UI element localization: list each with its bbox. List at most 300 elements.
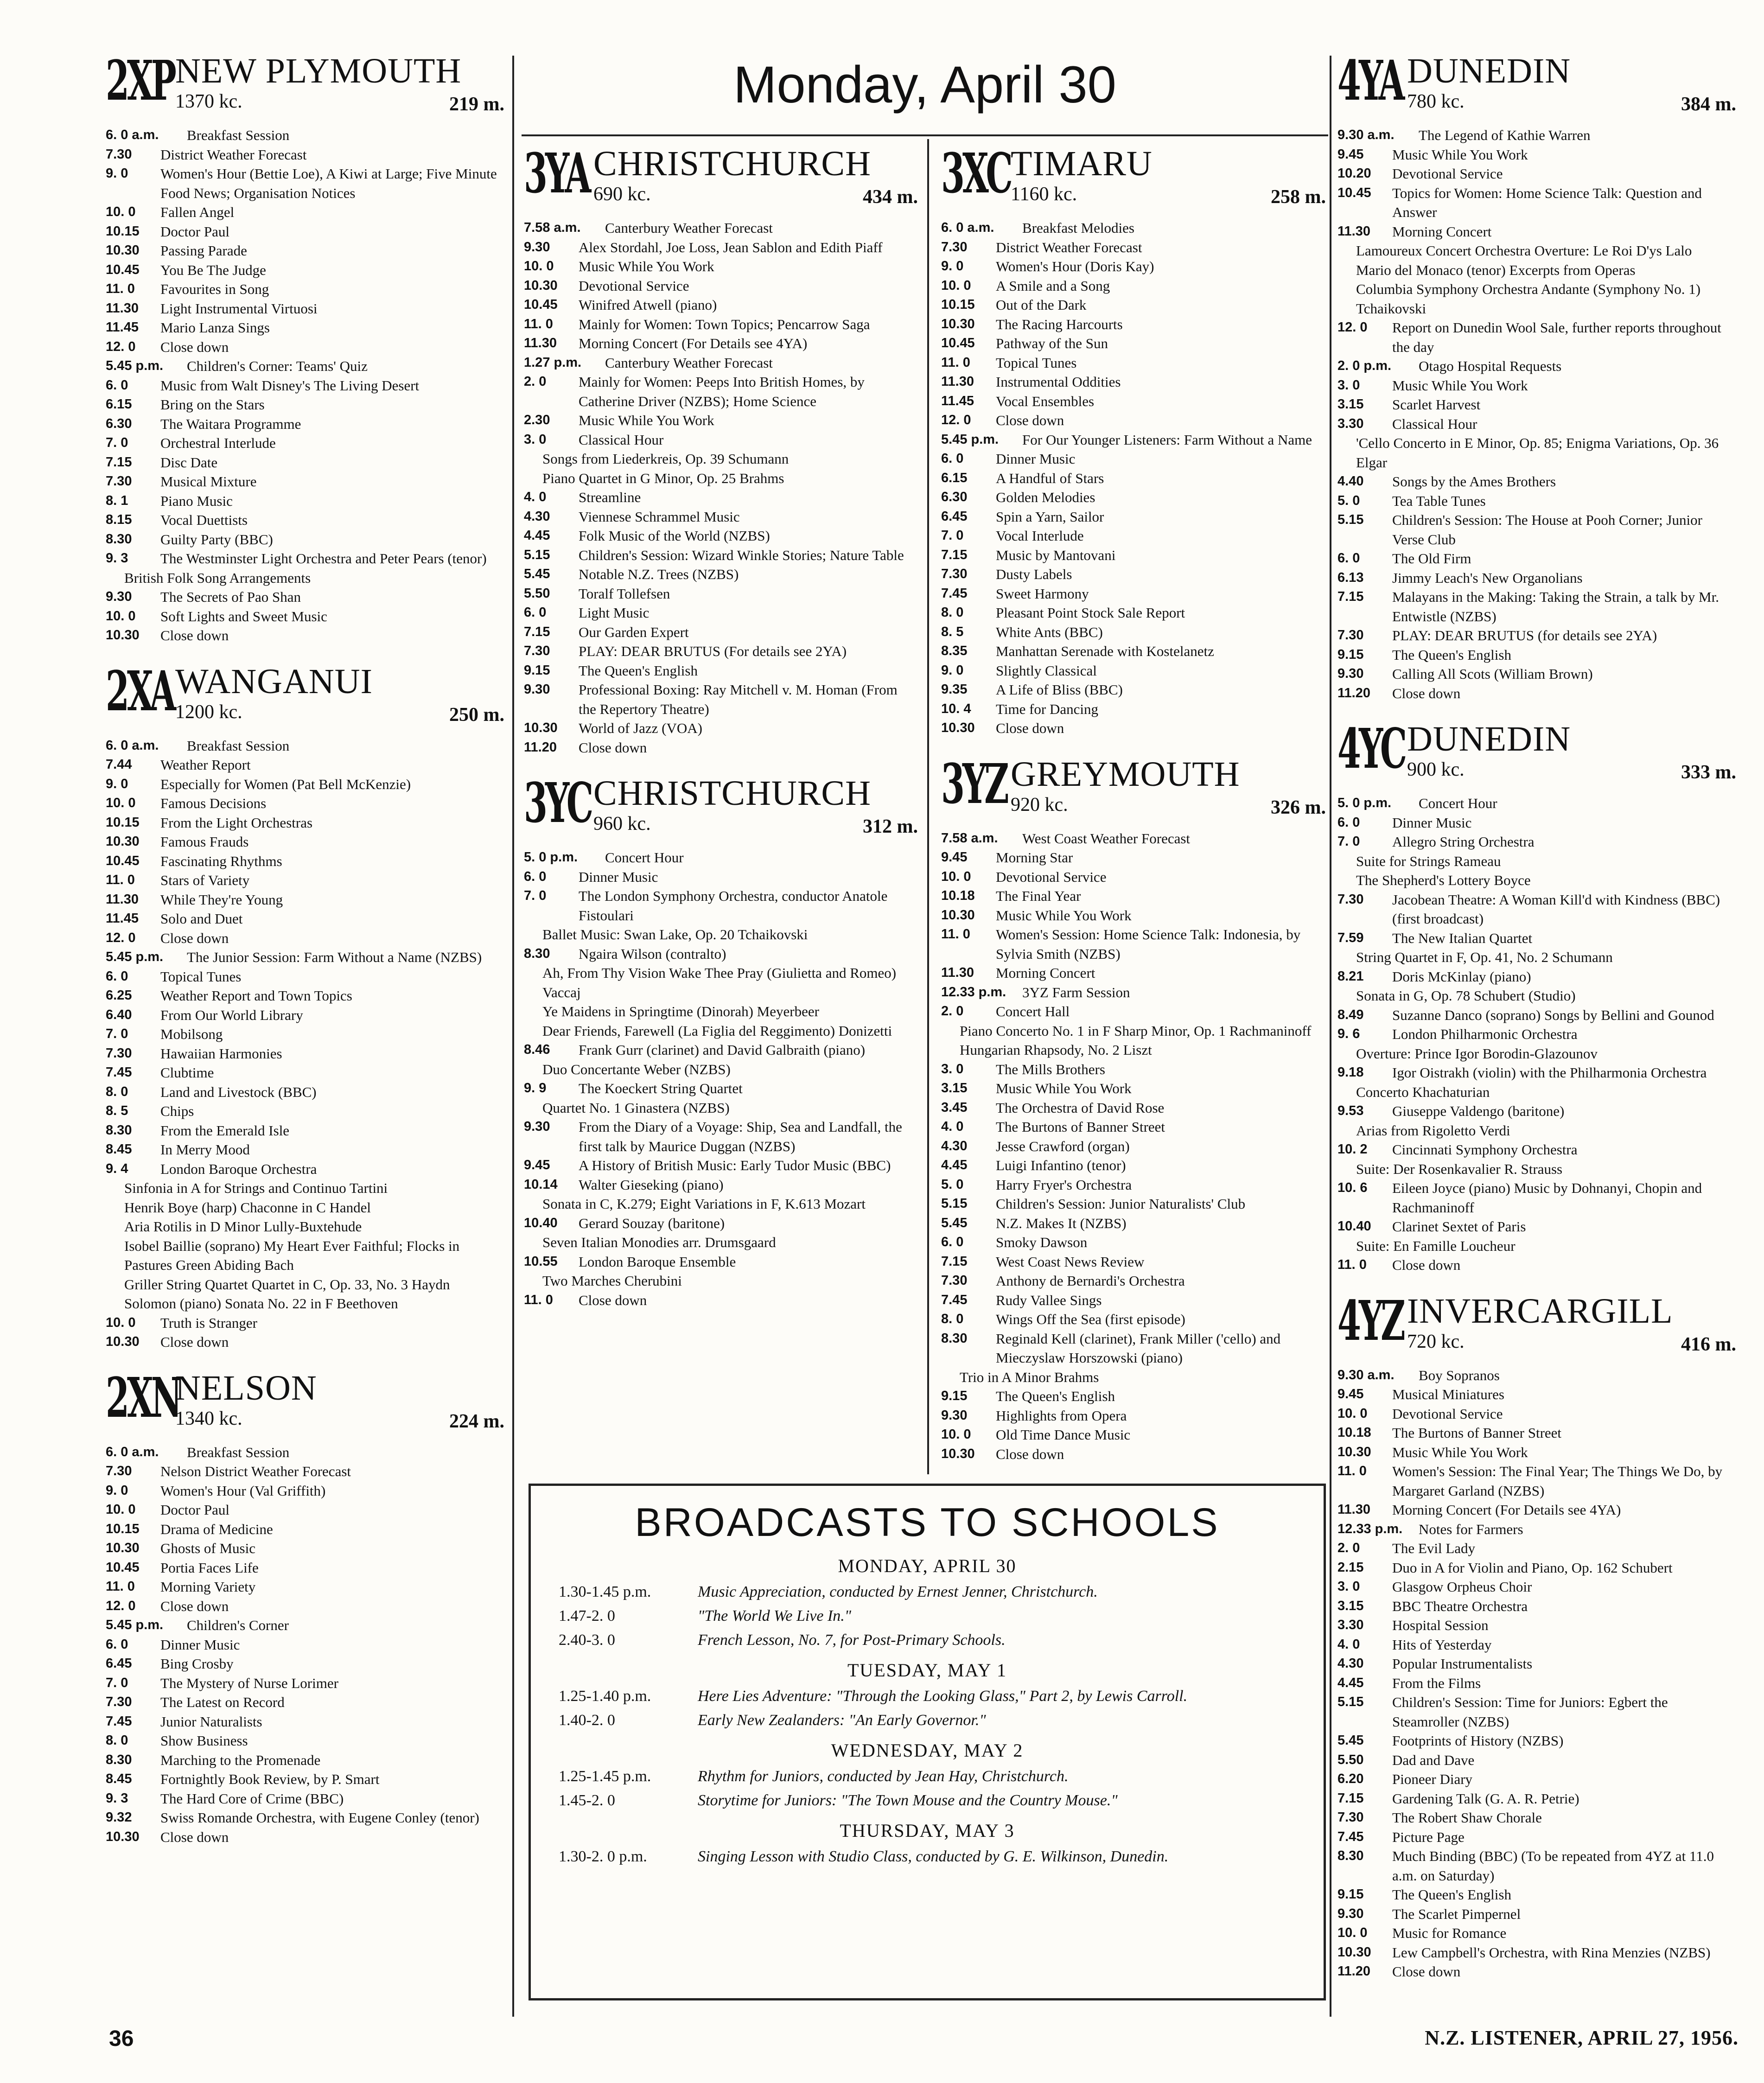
programme-title: Famous Frauds [160, 834, 249, 850]
programme-title: Sonata in C, K.279; Eight Variations in F, K.613 Mozart [542, 1196, 866, 1212]
programme-time: 10.45 [941, 336, 975, 350]
programme-item [1337, 1217, 1736, 1236]
programme-title: From Our World Library [160, 1006, 303, 1023]
programme-time: 5.50 [524, 586, 550, 601]
programme-item [524, 738, 918, 758]
programme-title: Lew Campbell's Orchestra, with Rina Menzies (NZBS) [1392, 1944, 1711, 1961]
programme-item [1337, 1443, 1736, 1462]
programme-item [106, 299, 504, 319]
programme-title: Bing Crosby [160, 1656, 234, 1672]
programme-time: 5.45 p.m. [106, 1618, 164, 1632]
programme-title: Close down [579, 1292, 647, 1308]
programme-time: 9.45 [524, 1158, 550, 1172]
programme-item [524, 353, 918, 373]
programme-item [524, 1040, 918, 1060]
programme-item [941, 1271, 1326, 1291]
station-callsign: 2XP [106, 48, 174, 113]
programme-time: 2. 0 [941, 1004, 964, 1019]
programme-time: 8.35 [941, 643, 968, 658]
programme-title: Winifred Atwell (piano) [579, 297, 717, 313]
programme-title: Piano Concerto No. 1 in F Sharp Minor, Op. 1 Rachmaninoff [960, 1022, 1312, 1039]
programme-time: 8.45 [106, 1771, 132, 1786]
programme-title: The Secrets of Pao Shan [160, 589, 301, 605]
programme-title: Folk Music of the World (NZBS) [579, 528, 770, 544]
programme-time: 4.45 [1337, 1675, 1364, 1690]
programme-time: 8. 5 [941, 624, 964, 639]
schools-time: 1.25-1.40 p.m. [559, 1688, 651, 1705]
programme-title: Music While You Work [1392, 377, 1528, 394]
programme-item [524, 1079, 918, 1098]
programme-title: From the Emerald Isle [160, 1122, 290, 1139]
programme-title: Dinner Music [160, 1636, 240, 1653]
schools-item [559, 1581, 1296, 1603]
station-frequency: 690 kc. [593, 184, 651, 205]
programme-title: The Mills Brothers [996, 1061, 1105, 1077]
programme-item [106, 832, 504, 852]
programme-item [941, 1387, 1326, 1406]
programme-title: The Mystery of Nurse Lorimer [160, 1675, 338, 1691]
programme-title: Topical Tunes [996, 354, 1077, 371]
station-wavelength: 219 m. [449, 94, 504, 115]
schools-item [559, 1766, 1296, 1787]
programme-title: Jimmy Leach's New Organolians [1392, 569, 1583, 586]
programme-item [941, 1021, 1326, 1041]
programme-item [106, 775, 504, 794]
programme-time: 10.30 [524, 278, 558, 293]
programme-time: 8. 5 [106, 1103, 128, 1118]
programme-item [106, 1597, 504, 1616]
schools-item [559, 1630, 1296, 1651]
programme-item [1337, 587, 1736, 626]
column-rule-3 [1330, 56, 1331, 2017]
programme-item [1337, 986, 1736, 1006]
programme-item [524, 719, 918, 738]
programme-item [106, 549, 504, 568]
programme-title: Stars of Variety [160, 872, 250, 888]
schools-description: Rhythm for Juniors, conducted by Jean Hay, Christchurch. [698, 1768, 1069, 1785]
programme-item [106, 1558, 504, 1578]
programme-time: 11.45 [941, 393, 974, 408]
programme-item [106, 1770, 504, 1789]
programme-item [106, 433, 504, 453]
programme-title: Close down [996, 720, 1064, 736]
programme-item [524, 1156, 918, 1175]
programme-item [941, 983, 1326, 1002]
programme-title: Manhattan Serenade with Kostelanetz [996, 643, 1214, 659]
programme-title: The Hard Core of Crime (BBC) [160, 1790, 344, 1807]
programme-item [524, 1021, 918, 1041]
programme-time: 7. 0 [1337, 834, 1360, 849]
programme-item [106, 1577, 504, 1597]
programme-time: 5.45 [941, 1215, 968, 1230]
programme-title: Swiss Romande Orchestra, with Eugene Conley (tenor) [160, 1809, 479, 1826]
programme-time: 5.50 [1337, 1752, 1364, 1767]
programme-title: Marching to the Promenade [160, 1752, 321, 1768]
programme-time: 6. 0 [524, 605, 547, 620]
programme-title: Report on Dunedin Wool Sale, further reports throughout the day [1392, 319, 1721, 355]
station-callsign: 3XC [941, 141, 1011, 205]
programme-item [1337, 626, 1736, 645]
programme-title: Jesse Crawford (organ) [996, 1138, 1130, 1154]
programme-title: Topics for Women: Home Science Talk: Question and Answer [1392, 185, 1702, 220]
programme-item [941, 430, 1326, 450]
programme-item [941, 623, 1326, 642]
programme-time: 9.30 a.m. [1337, 127, 1395, 142]
programme-item [106, 929, 504, 948]
programme-item [1337, 414, 1736, 434]
programme-title: String Quartet in F, Op. 41, No. 2 Schumann [1356, 949, 1613, 965]
programme-title: Ghosts of Music [160, 1540, 255, 1556]
column-left [106, 48, 504, 1847]
schools-time: 1.30-1.45 p.m. [559, 1583, 651, 1600]
programme-item [524, 867, 918, 887]
programme-title: Time for Dancing [996, 701, 1098, 717]
programme-time: 7. 0 [106, 1675, 128, 1690]
programme-time: 10.40 [1337, 1219, 1371, 1234]
programme-item [106, 871, 504, 890]
programme-title: Concert Hall [996, 1003, 1070, 1019]
station-frequency: 920 kc. [1011, 794, 1068, 815]
programme-item [1337, 948, 1736, 967]
station-wavelength: 250 m. [449, 704, 504, 726]
programme-item [1337, 852, 1736, 871]
schools-day-heading: WEDNESDAY, MAY 2 [831, 1740, 1024, 1761]
station-header [1337, 1288, 1736, 1363]
programme-item [1337, 1236, 1736, 1256]
programme-time: 7.59 [1337, 930, 1364, 945]
programme-item [106, 164, 504, 203]
programme-item [106, 1275, 504, 1294]
programme-time: 7.30 [106, 1694, 132, 1709]
programme-item [106, 126, 504, 145]
programme-time: 9.15 [941, 1389, 968, 1403]
programme-time: 4.30 [524, 509, 550, 524]
programme-item [1337, 1789, 1736, 1809]
station-header [106, 658, 504, 733]
programme-title: Mario del Monaco (tenor) Excerpts from Operas [1356, 261, 1636, 278]
programme-item [1337, 1006, 1736, 1025]
programme-time: 7.30 [106, 1464, 132, 1478]
programme-title: Light Instrumental Virtuosi [160, 300, 318, 317]
programme-item [1337, 1635, 1736, 1655]
programme-title: Arias from Rigoletto Verdi [1356, 1122, 1510, 1139]
programme-time: 8.49 [1337, 1007, 1364, 1022]
programme-title: N.Z. Makes It (NZBS) [996, 1215, 1127, 1231]
programme-item [941, 1291, 1326, 1310]
programme-title: Allegro String Orchestra [1392, 834, 1535, 850]
station-2xa [106, 658, 504, 1352]
programme-title: Doris McKinlay (piano) [1392, 968, 1531, 985]
programme-item [1337, 1885, 1736, 1905]
programme-title: Overture: Prince Igor Borodin-Glazounov [1356, 1045, 1598, 1062]
programme-item [106, 414, 504, 434]
programme-title: Ye Maidens in Springtime (Dinorah) Meyerbeer [542, 1003, 819, 1019]
programme-time: 8.21 [1337, 968, 1364, 984]
programme-time: 6. 0 a.m. [106, 1444, 159, 1459]
programme-title: Instrumental Oddities [996, 374, 1121, 390]
programme-time: 7. 0 [106, 435, 128, 450]
programme-item [524, 886, 918, 925]
programme-title: Dusty Labels [996, 566, 1072, 582]
programme-item [1337, 472, 1736, 491]
programme-time: 7. 0 [941, 528, 964, 543]
programme-item [524, 295, 918, 315]
programme-item [1337, 1751, 1736, 1770]
programme-item [941, 1098, 1326, 1118]
programme-time: 4. 0 [524, 490, 547, 504]
programme-time: 11.30 [106, 300, 139, 316]
programme-item [106, 222, 504, 242]
programme-title: Tea Table Tunes [1392, 492, 1486, 509]
programme-time: 6.15 [106, 397, 132, 412]
programme-title: Music While You Work [996, 907, 1132, 924]
programme-item [524, 623, 918, 642]
programme-title: Morning Concert (For Details see 4YA) [579, 335, 808, 351]
programme-time: 2.15 [1337, 1560, 1364, 1575]
programme-title: Hospital Session [1392, 1617, 1489, 1633]
programme-title: Drama of Medicine [160, 1521, 273, 1537]
schools-time: 1.25-1.45 p.m. [559, 1768, 651, 1785]
programme-item [1337, 1121, 1736, 1140]
station-header [524, 771, 918, 845]
programme-item [941, 1329, 1326, 1368]
programme-time: 7.30 [524, 643, 550, 658]
programme-item [524, 218, 918, 238]
programme-time: 10. 0 [941, 278, 971, 293]
programme-item [941, 1425, 1326, 1445]
programme-time: 7.44 [106, 757, 132, 772]
schools-time: 1.45-2. 0 [559, 1792, 615, 1809]
programme-title: Much Binding (BBC) (To be repeated from 4YZ at 11.0 a.m. on Saturday) [1392, 1848, 1714, 1884]
programme-item [106, 967, 504, 987]
programme-title: Picture Page [1392, 1828, 1465, 1845]
programme-item [106, 1236, 504, 1275]
programme-item [1337, 549, 1736, 568]
programme-title: A Handful of Stars [996, 470, 1104, 486]
programme-item [941, 848, 1326, 867]
programme-title: London Baroque Orchestra [160, 1160, 317, 1177]
programme-title: The Burtons of Banner Street [1392, 1425, 1562, 1441]
station-frequency: 1160 kc. [1011, 184, 1077, 205]
programme-time: 3.30 [1337, 1618, 1364, 1632]
programme-item [941, 295, 1326, 315]
programme-title: A History of British Music: Early Tudor Music (BBC) [579, 1157, 891, 1173]
programme-time: 10. 0 [941, 869, 971, 884]
programme-time: 10.55 [524, 1254, 558, 1269]
programme-time: 11.30 [941, 965, 974, 980]
programme-time: 8.15 [106, 512, 132, 527]
programme-time: 6.30 [941, 490, 968, 504]
programme-title: Show Business [160, 1733, 248, 1749]
programme-title: Chips [160, 1103, 194, 1119]
programme-time: 11.30 [524, 336, 557, 350]
programme-title: Hawaiian Harmonies [160, 1045, 282, 1062]
station-frequency: 780 kc. [1407, 91, 1465, 112]
programme-title: Golden Melodies [996, 489, 1095, 505]
programme-title: Igor Oistrakh (violin) with the Philharmonia Orchestra [1392, 1064, 1707, 1081]
programme-time: 8.30 [106, 1122, 132, 1138]
programme-title: Children's Corner [187, 1617, 289, 1633]
programme-item [106, 376, 504, 395]
programme-title: Spin a Yarn, Sailor [996, 508, 1104, 525]
programme-time: 11. 0 [941, 927, 970, 942]
programme-item [1337, 1520, 1736, 1539]
programme-time: 9. 3 [106, 551, 128, 566]
programme-time: 12. 0 [941, 413, 971, 427]
station-city: INVERCARGILL [1407, 1291, 1673, 1331]
programme-item [1337, 871, 1736, 890]
programme-item [524, 238, 918, 257]
programme-time: 10.45 [524, 297, 558, 312]
programme-time: 7.30 [106, 147, 132, 162]
programme-item [941, 1079, 1326, 1098]
programme-time: 10.45 [106, 853, 140, 868]
programme-time: 3.15 [1337, 1598, 1364, 1613]
programme-item [106, 1751, 504, 1770]
programme-title: Reginald Kell (clarinet), Frank Miller ('cello) and Mieczyslaw Horszowski (piano) [996, 1330, 1281, 1366]
programme-item [1337, 1539, 1736, 1558]
programme-title: Suzanne Danco (soprano) Songs by Bellini and Gounod [1392, 1006, 1714, 1023]
programme-title: Lamoureux Concert Orchestra Overture: Le Roi D'ys Lalo [1356, 242, 1692, 259]
station-header [941, 751, 1326, 826]
programme-title: Morning Concert (For Details see 4YA) [1392, 1502, 1621, 1518]
station-city: GREYMOUTH [1011, 754, 1240, 794]
programme-time: 5. 0 [941, 1177, 964, 1192]
programme-title: Topical Tunes [160, 968, 242, 985]
programme-time: 8. 0 [106, 1733, 128, 1748]
programme-time: 9.30 [1337, 666, 1364, 681]
programme-title: Close down [1392, 1963, 1461, 1980]
programme-time: 10.30 [1337, 1444, 1371, 1459]
programme-title: Especially for Women (Pat Bell McKenzie) [160, 776, 411, 792]
programme-time: 7.30 [941, 567, 968, 581]
programme-item [1337, 1025, 1736, 1044]
programme-item [1337, 1255, 1736, 1275]
programme-time: 9. 4 [106, 1161, 128, 1176]
programme-time: 11.30 [941, 374, 974, 389]
programme-title: World of Jazz (VOA) [579, 720, 702, 736]
programme-list [1337, 1366, 1736, 1981]
programme-time: 5. 0 p.m. [524, 850, 578, 865]
programme-time: 7.45 [941, 586, 968, 601]
programme-title: Solomon (piano) Sonata No. 22 in F Beethoven [124, 1295, 398, 1312]
programme-time: 10. 2 [1337, 1142, 1368, 1157]
programme-time: 3. 0 [1337, 377, 1360, 393]
programme-title: Isobel Baillie (soprano) My Heart Ever Faithful; Flocks in Pastures Green Abiding Bach [124, 1237, 460, 1273]
programme-list [1337, 794, 1736, 1275]
programme-title: 3YZ Farm Session [1022, 984, 1130, 1000]
programme-time: 10. 0 [106, 204, 136, 219]
programme-title: Junior Naturalists [160, 1713, 262, 1730]
programme-title: Orchestral Interlude [160, 435, 276, 451]
station-header [524, 141, 918, 216]
programme-time: 6.15 [941, 470, 968, 485]
programme-item [1337, 1385, 1736, 1404]
programme-time: 11.30 [1337, 223, 1370, 239]
programme-title: Suite: En Famille Loucheur [1356, 1237, 1516, 1254]
programme-title: Glasgow Orpheus Choir [1392, 1579, 1532, 1595]
programme-title: Weather Report and Town Topics [160, 987, 352, 1004]
programme-title: Songs by the Ames Brothers [1392, 473, 1556, 490]
programme-item [1337, 1577, 1736, 1597]
programme-title: Guilty Party (BBC) [160, 531, 273, 548]
station-header [1337, 716, 1736, 791]
programme-item [1337, 1558, 1736, 1578]
programme-title: Pathway of the Sun [996, 335, 1108, 351]
programme-title: A Life of Bliss (BBC) [996, 682, 1123, 698]
programme-time: 10. 0 [941, 1427, 971, 1442]
programme-title: Children's Session: Time for Juniors: Egbert the Steamroller (NZBS) [1392, 1694, 1668, 1730]
programme-time: 5. 0 [1337, 493, 1360, 508]
programme-title: The Racing Harcourts [996, 316, 1123, 332]
station-wavelength: 434 m. [863, 186, 918, 208]
programme-title: Fortnightly Book Review, by P. Smart [160, 1771, 380, 1787]
programme-item [106, 1693, 504, 1712]
programme-item [106, 203, 504, 222]
programme-title: Weather Report [160, 757, 251, 773]
schools-time: 1.30-2. 0 p.m. [559, 1848, 647, 1865]
programme-item [1337, 510, 1736, 549]
programme-title: The Robert Shaw Chorale [1392, 1809, 1542, 1826]
programme-item [1337, 890, 1736, 929]
programme-time: 7.45 [106, 1065, 132, 1080]
programme-time: 9. 0 [941, 259, 964, 274]
programme-time: 10.30 [106, 834, 140, 849]
schools-title: BROADCASTS TO SCHOOLS [635, 1500, 1220, 1545]
programme-time: 10.15 [941, 297, 975, 312]
programme-time: 10. 0 [1337, 1925, 1368, 1940]
programme-title: Dad and Dave [1392, 1752, 1475, 1768]
programme-title: Passing Parade [160, 242, 247, 259]
programme-time: 6.45 [941, 509, 968, 524]
programme-item [1337, 184, 1736, 222]
programme-time: 7.45 [106, 1714, 132, 1729]
programme-item [941, 1214, 1326, 1233]
programme-item [106, 736, 504, 756]
programme-title: Alex Stordahl, Joe Loss, Jean Sablon and Edith Piaff [579, 239, 883, 255]
programme-item [941, 1175, 1326, 1195]
schools-schedule [559, 1555, 1296, 1867]
programme-title: Columbia Symphony Orchestra Andante (Symphony No. 1) Tchaikovski [1356, 281, 1701, 317]
programme-item [1337, 126, 1736, 145]
programme-item [524, 546, 918, 565]
programme-time: 8.30 [1337, 1848, 1364, 1863]
programme-time: 12. 0 [106, 1598, 136, 1613]
programme-time: 9.35 [941, 682, 968, 697]
programme-title: While They're Young [160, 891, 283, 908]
programme-time: 10.45 [1337, 185, 1371, 200]
programme-title: Close down [160, 930, 229, 946]
programme-title: Concert Hour [605, 849, 684, 866]
programme-item [1337, 1044, 1736, 1064]
programme-title: Mainly for Women: Town Topics; Pencarrow Saga [579, 316, 870, 332]
programme-time: 10.30 [941, 907, 975, 923]
programme-item [1337, 1943, 1736, 1962]
programme-item [106, 241, 504, 261]
programme-title: Fallen Angel [160, 204, 235, 220]
programme-time: 11. 0 [941, 355, 970, 370]
programme-title: Close down [160, 627, 229, 643]
programme-item [524, 1002, 918, 1021]
programme-item [106, 1712, 504, 1732]
programme-item [106, 280, 504, 299]
programme-time: 12. 0 [1337, 320, 1368, 335]
programme-title: The Scarlet Pimpernel [1392, 1905, 1521, 1922]
programme-time: 3. 0 [524, 432, 547, 447]
programme-time: 12. 0 [106, 930, 136, 945]
programme-title: Popular Instrumentalists [1392, 1656, 1533, 1672]
programme-item [1337, 1962, 1736, 1981]
